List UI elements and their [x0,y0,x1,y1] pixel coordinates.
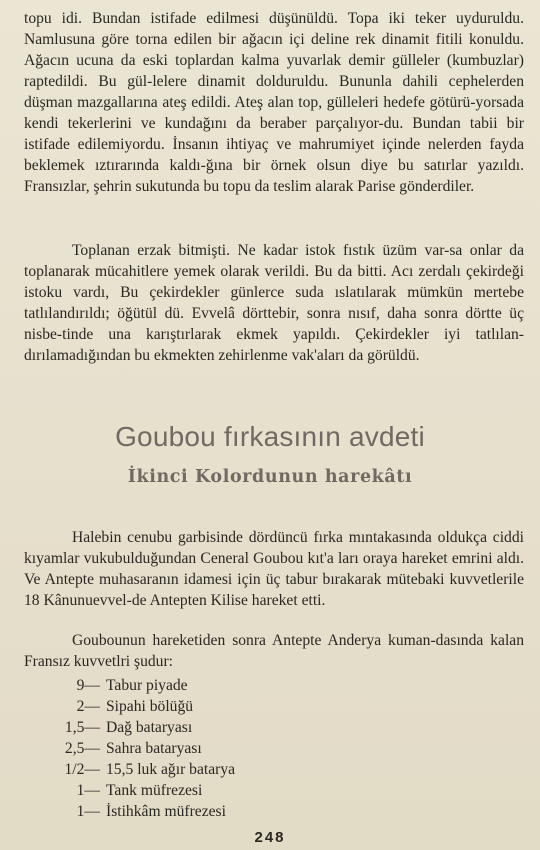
section-subtitle: İkinci Kolordunun harekâtı [127,467,413,487]
paragraph-forces-intro [24,630,524,672]
list-item [40,675,235,696]
paragraph-food [24,240,524,366]
force-unit: Sahra bataryası [106,740,202,757]
force-quantity: 1— [76,782,100,799]
force-quantity: 1,5— [64,719,100,736]
paragraph-text: Halebin cenubu garbisinde dördüncü fırka mıntakasında oldukça ciddi kıyamlar vukubulduğundan Ceneral Goubou kıt'a ları oraya hareket emrini aldı. Ve Antepte muhasaranın idamesi için üç tabur bırakarak mütebaki kuvvetlerile 18 Kânunuevvel-de Antepten Kilise hareket etti. [24,529,524,609]
section-title: Goubou fırkasının avdeti [115,421,425,452]
page-number: 248 [254,829,286,846]
paragraph-goubou [24,527,524,611]
force-quantity: 2,5— [64,740,100,757]
paragraph-cannon [24,8,524,197]
force-unit: Sipahi bölüğü [106,698,194,715]
force-quantity: 2— [76,698,100,715]
paragraph-text: Goubounun hareketiden sonra Antepte Anderya kuman-dasında kalan Fransız kuvvetlri şudur: [24,632,524,670]
force-quantity: 9— [76,677,100,694]
force-unit: Tabur piyade [106,677,188,694]
force-quantity: 1/2— [64,761,100,778]
paragraph-text: Toplanan erzak bitmişti. Ne kadar istok fıstık üzüm var-sa onlar da toplanarak mücahitlere yemek olarak verildi. Bu da bitti. Acı zerdalı çekirdeği istoku vardı, Bu çekirdekler günlerce suda ıslatılarak mümkün mertebe tatlılandırıldı; öğütül dü. Evvelâ dörttebir, sonra nısıf, daha sonra dörtte üç nisbe-tinde una karıştırlarak ekmek yapıldı. Çekirdekler iyi tatlılan-dırılamadığından bu ekmekten zehirlenme vak'aları da görüldü. [24,242,524,364]
force-unit: 15,5 luk ağır batarya [106,761,236,778]
list-item [40,759,235,780]
force-quantity: 1— [76,803,100,820]
forces-list [40,675,235,822]
force-unit: Tank müfrezesi [106,782,203,799]
force-unit: İstihkâm müfrezesi [106,803,226,820]
list-item [40,717,235,738]
list-item [40,780,235,801]
paragraph-text: topu idi. Bundan istifade edilmesi düşünüldü. Topa iki teker uyduruldu. Namlusuna göre torna edilen bir ağacın içi deline rek dinamit fitili konuldu. Ağacın ucuna da eski toplardan kalma yuvarlak demir gülleler (kumbuzlar) raptedildi. Bu gül-lelere dinamit dolduruldu. Bununla dahili cephelerden düşman mazgallarına ateş edildi. Ateş alan top, gülleleri hedefe götürü-yorsada kendi tekerlerini ve kundağını da beraber parçalıyor-du. Bundan tabii bir istifade edilemiyordu. İnsanın ihtiyaç ve mahrumiyet içinde nelerden fayda beklemek ıztırarında kaldı-ğına bir örnek olsun diye bu satırlar yazıldı. Fransızlar, şehrin sukutunda bu topu da teslim alarak Parise gönderdiler. [24,10,524,195]
list-item [40,801,235,822]
force-unit: Dağ bataryası [106,719,193,736]
list-item [40,696,235,717]
list-item [40,738,235,759]
